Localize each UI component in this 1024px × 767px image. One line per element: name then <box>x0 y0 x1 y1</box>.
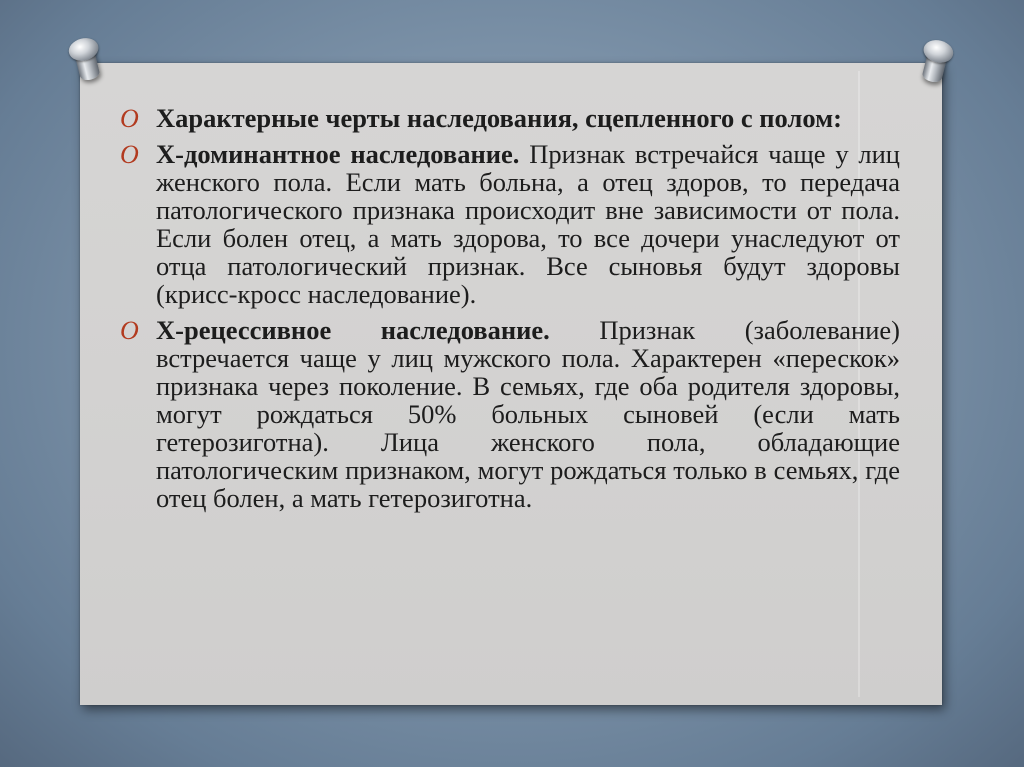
bullet-body-text: Признак (заболевание) встречается чаще у лиц мужского пола. Характерен «перескок» признака через поколение. В семьях, где оба родителя здоровы, могут рождаться 50% больных сыновей (если мать гетерозиготна). Лица женского пола, обладающие патологическим признаком, могут рождаться только в семьях, где отец болен, а мать гетерозиготна. <box>156 315 900 513</box>
pushpin-left-icon <box>64 35 109 92</box>
bullet-item-heading <box>118 104 900 132</box>
slide-content <box>118 104 900 520</box>
bullet-bold-text: Характерные черты наследования, сцепленного с полом: <box>156 103 842 133</box>
bullet-text <box>156 140 900 308</box>
bullet-bold-text: Х-доминантное наследование. <box>156 139 520 169</box>
bullet-item-x-dominant <box>118 140 900 308</box>
bullet-icon: O <box>120 104 139 133</box>
bullet-text <box>156 316 900 512</box>
bullet-icon: O <box>120 140 139 169</box>
bullet-bold-text: Х-рецессивное наследование. <box>156 315 550 345</box>
bullet-body-text: Признак встречайся чаще у лиц женского пола. Если мать больна, а отец здоров, то передача патологического признака происходит вне зависимости от пола. Если болен отец, а мать здорова, то все дочери унаследуют от отца патологический признак. Все сыновья будут здоровы (крисс-кросс наследование). <box>156 139 900 309</box>
pushpin-right-icon <box>912 37 957 94</box>
bullet-item-x-recessive <box>118 316 900 512</box>
bullet-icon: O <box>120 316 139 345</box>
bullet-text <box>156 104 900 132</box>
